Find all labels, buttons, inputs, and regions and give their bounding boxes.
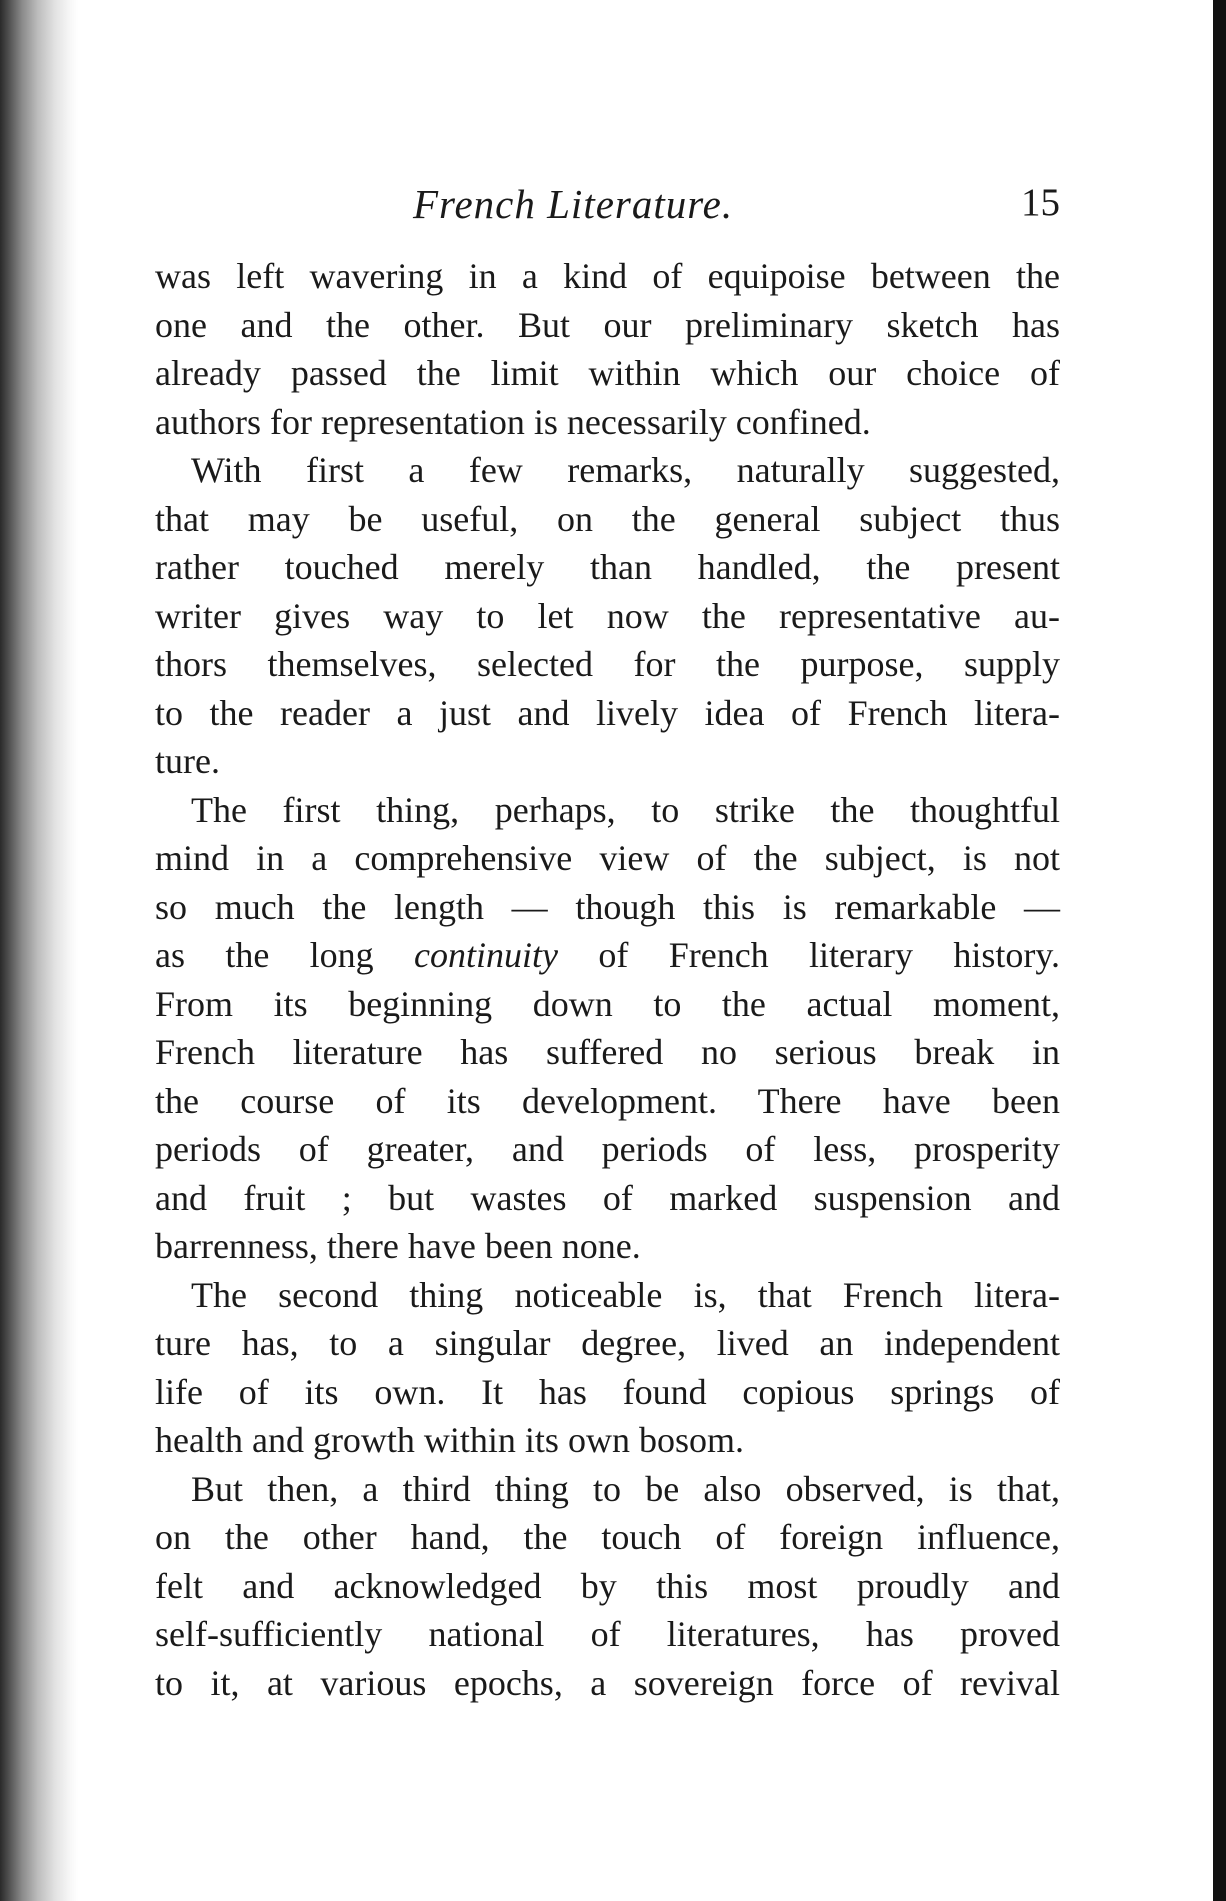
line-segment: as the long (155, 935, 415, 975)
book-gutter-shadow (0, 0, 78, 1901)
text-line: barrenness, there have been none. (155, 1226, 641, 1266)
text-line: writer gives way to let now the representative au- (155, 595, 1060, 636)
text-line: ture. (155, 741, 220, 781)
page-number: 15 (1021, 181, 1060, 224)
text-line: mind in a comprehensive view of the subject, is not (155, 838, 1060, 878)
text-line: already passed the limit within which our choice of (155, 353, 1060, 393)
text-line: that may be useful, on the general subject thus (155, 498, 1060, 539)
text-line: felt and acknowledged by this most proudly and (155, 1565, 1060, 1606)
paragraph-4 (155, 1271, 1060, 1465)
text-line: self-sufficiently national of literatures, has proved (155, 1614, 1060, 1654)
paragraph-3 (155, 786, 1060, 1271)
text-line: on the other hand, the touch of foreign influence, (155, 1517, 1060, 1557)
text-line-with-emphasis (155, 931, 1060, 980)
book-page (155, 180, 1060, 1707)
emphasis-continuity: continuity (414, 935, 559, 975)
paragraph-1 (155, 252, 1060, 446)
text-line: With first a few remarks, naturally suggested, (191, 450, 1060, 490)
text-line: so much the length — though this is remarkable — (155, 886, 1060, 927)
line-segment: of French literary history. (558, 935, 1060, 975)
text-line: one and the other. But our preliminary sketch has (155, 304, 1060, 345)
text-line: to it, at various epochs, a sovereign force of revival (155, 1662, 1060, 1703)
running-title: French Literature. (413, 181, 734, 227)
text-line: French literature has suffered no serious break in (155, 1032, 1060, 1072)
text-line: rather touched merely than handled, the present (155, 547, 1060, 587)
text-line: thors themselves, selected for the purpose, supply (155, 644, 1060, 684)
text-line: ture has, to a singular degree, lived an independent (155, 1323, 1060, 1363)
text-line: life of its own. It has found copious springs of (155, 1371, 1060, 1412)
text-line: The second thing noticeable is, that French litera- (191, 1274, 1060, 1315)
text-line: periods of greater, and periods of less, prosperity (155, 1129, 1060, 1169)
text-line: the course of its development. There have been (155, 1080, 1060, 1121)
running-head (155, 180, 1060, 244)
text-line: and fruit ; but wastes of marked suspension and (155, 1177, 1060, 1218)
text-line: authors for representation is necessarily confined. (155, 401, 871, 442)
text-line: From its beginning down to the actual moment, (155, 983, 1060, 1024)
paragraph-2 (155, 446, 1060, 786)
text-line: The first thing, perhaps, to strike the thoughtful (191, 789, 1060, 830)
text-line: was left wavering in a kind of equipoise between the (155, 256, 1060, 296)
page-right-edge (1213, 0, 1226, 1901)
body-text (155, 252, 1060, 1707)
text-line: health and growth within its own bosom. (155, 1420, 744, 1460)
paragraph-5 (155, 1465, 1060, 1708)
text-line: But then, a third thing to be also observed, is that, (191, 1468, 1060, 1509)
text-line: to the reader a just and lively idea of French litera- (155, 692, 1060, 733)
